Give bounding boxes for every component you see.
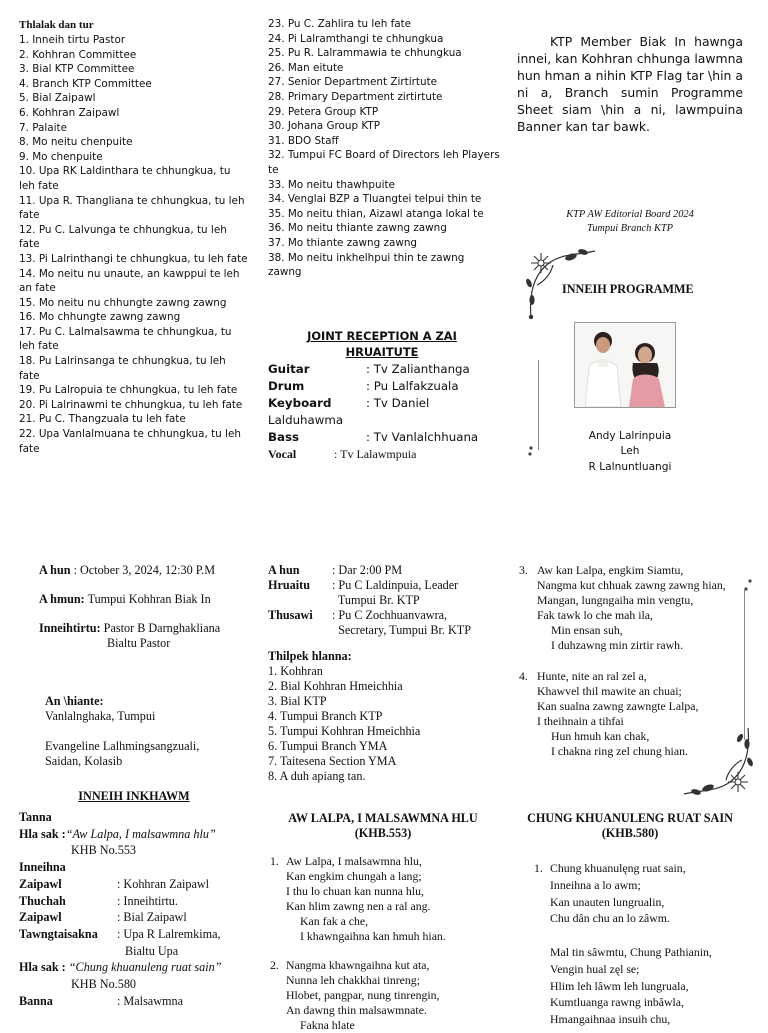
list-item: 30. Johana Group KTP	[268, 120, 381, 133]
refrain-line: I chakna ring zel chung hian.	[551, 744, 688, 758]
refrain-line: Min ensan suh,	[551, 623, 623, 637]
venue-label: A hmun:	[39, 592, 85, 606]
hymn-1-row	[19, 826, 251, 843]
list-item: 33. Mo neitu thawhpuite	[268, 178, 395, 191]
verse-line: Hlim leh lâwm leh lungruala,	[550, 978, 689, 993]
verse-number: 1.	[270, 854, 279, 868]
witness-2-place: Saidan, Kolasib	[45, 754, 123, 768]
tanna-heading: Tanna	[19, 810, 52, 824]
list-item: 7. Palaite	[19, 121, 67, 134]
list-item: 36. Mo neitu thiante zawng zawng	[268, 222, 447, 235]
couple-names	[576, 429, 684, 475]
instrument-label: Vocal	[268, 447, 297, 461]
list-item: 11. Upa R. Thangliana te chhungkua, tu leh fate	[19, 194, 245, 222]
hymn-2-row	[19, 959, 251, 976]
list-item: 37. Mo thiante zawng zawng	[268, 236, 418, 249]
list-item: 22. Upa Vanlalmuana te chhungkua, tu leh fate	[19, 428, 241, 455]
list-item: 18. Pu Lalrinsanga te chhungkua, tu leh fate	[19, 355, 226, 382]
guest-list-column-1	[19, 18, 249, 456]
verse-line: Khawvel thil mawite an chuai;	[537, 684, 682, 698]
list-item: 27. Senior Department Zirtirtute	[268, 76, 438, 89]
detail-row	[268, 593, 498, 608]
verse-number: 3.	[519, 563, 528, 577]
list-item: 24. Pi Lalramthangi te chhungkua	[268, 32, 444, 45]
witness-1: Vanlalnghaka, Tumpui	[45, 709, 156, 723]
list-item: 10. Upa RK Laldinthara te chhungkua, tu leh fate	[19, 165, 231, 192]
verse-number: 4.	[519, 669, 528, 683]
hymn-2-title: “Chung khuanuleng ruat sain”	[68, 960, 222, 975]
verse-line: Hlobet, pangpar, nung tinrengin,	[286, 988, 440, 1002]
verse-line: Inneihna a lo awm;	[550, 877, 641, 892]
verse-line: Kan engkim chungah a lang;	[286, 869, 422, 883]
verse-text: Aw Lalpa, I malsawmna hlu,	[286, 854, 422, 868]
reception-title: JOINT RECEPTION A ZAI HRUAITUTE	[307, 329, 457, 359]
instrument-label: Keyboard	[268, 396, 332, 410]
service-label: Thuchah	[19, 893, 66, 908]
officiant-name: Pastor B Darnghakliana	[103, 621, 221, 635]
list-item: 23. Pu C. Zahlira tu leh fate	[268, 18, 412, 30]
verse-line: Chu dân chu an lo zâwm.	[550, 911, 670, 926]
officiant-row	[39, 621, 249, 636]
verse-line: Hmangaihnaa insuih chu,	[550, 1012, 671, 1027]
verse-text: Chung khuanulęng ruat sain,	[550, 861, 686, 875]
verse-line: I thu lo chuan kan nunna hlu,	[286, 884, 424, 898]
gift-presentation	[268, 649, 498, 784]
musician-name: : Tv Zalianthanga	[366, 362, 470, 376]
hymn-580-title	[517, 811, 743, 841]
list-item: 19. Pu Lalropuia te chhungkua, tu leh fate	[19, 384, 238, 397]
list-item: 6. Tumpui Branch YMA	[268, 739, 388, 753]
detail-row	[268, 623, 498, 638]
verse-line: Kan unauten lungrualin,	[550, 894, 665, 909]
instrument-label: Bass	[268, 430, 299, 444]
service-value: : Kohhran Zaipawl	[117, 876, 210, 891]
witness-2: Evangeline Lalhmingsangzuali,	[45, 739, 200, 753]
detail-value: Tumpui Br. KTP	[332, 593, 420, 607]
detail-row	[268, 563, 498, 578]
detail-value: : Dar 2:00 PM	[332, 563, 403, 577]
reception-row	[268, 361, 496, 378]
verse-line: I theihnain a tihfai	[537, 714, 624, 728]
list-item: 17. Pu C. Lalmalsawma te chhungkua, tu leh fate	[19, 325, 232, 353]
list-item: 16. Mo chhungte zawng zawng	[19, 311, 181, 324]
verse-line: Kumtluanga rawng inbâwla,	[550, 995, 684, 1010]
hymn-2-number: KHB No.580	[71, 977, 137, 992]
detail-label: A hun	[268, 563, 300, 577]
verse-line: Nunna leh chakkhai tinreng;	[286, 973, 420, 987]
witnesses	[45, 694, 255, 769]
gift-heading: Thilpek hlanna:	[268, 649, 352, 663]
list-item: 1. Inneih tirtu Pastor	[19, 34, 126, 46]
list-item: 15. Mo neitu nu chhungte zawng zawng	[19, 296, 227, 309]
frame-line-left	[538, 360, 539, 450]
hymn-553-number: (KHB.553)	[354, 826, 412, 840]
list-item: 35. Mo neitu thian, Aizawl atanga lokal te	[268, 207, 484, 220]
hymn-1-title: “Aw Lalpa, I malsawmna hlu”	[65, 826, 216, 841]
list-item: 25. Pu R. Lalrammawia te chhungkua	[268, 47, 462, 60]
detail-value: : Pu C Laldinpuia, Leader	[332, 578, 459, 592]
frame-line-right	[744, 590, 745, 740]
reception-row	[268, 395, 496, 429]
prayer-leader-title: Bialtu Upa	[125, 943, 179, 958]
verse-line: Mangan, lungngaiha min vengtu,	[537, 593, 694, 607]
verse-number: 1.	[534, 861, 543, 875]
musician-name: : Tv Vanlalchhuana	[366, 430, 479, 444]
verse-line	[519, 563, 745, 578]
hlasak-label: Hla sak :	[19, 826, 66, 841]
officiant-title: Bialtu Pastor	[107, 636, 171, 650]
list-item: 9. Mo chenpuite	[19, 150, 103, 163]
list-item: 4. Branch KTP Committee	[19, 77, 152, 90]
verse-text: Aw kan Lalpa, engkim Siamtu,	[537, 563, 684, 577]
list-item: 3. Bial KTP Committee	[19, 63, 135, 76]
service-label: Banna	[19, 993, 53, 1008]
refrain-line: Fakna hlate	[300, 1018, 355, 1032]
hlasak-label: Hla sak :	[19, 960, 66, 975]
service-label: Tawngtaisakna	[19, 926, 98, 941]
editorial-branch: Tumpui Branch KTP	[586, 223, 674, 234]
reception-row	[268, 446, 496, 463]
detail-row	[268, 608, 498, 623]
officiant-label: Inneihtirtu:	[39, 621, 101, 635]
venue-value: Tumpui Kohhran Biak In	[87, 592, 211, 606]
list-item: 14. Mo neitu nu unaute, an kawppui te leh an fate	[19, 267, 240, 295]
editorial-credit	[517, 208, 743, 236]
verse-line	[270, 958, 500, 973]
list-item: 5. Tumpui Kohhran Hmeichhia	[268, 724, 421, 738]
editorial-board: KTP AW Editorial Board 2024	[566, 209, 694, 220]
verse-line	[519, 669, 745, 684]
instrument-label: Guitar	[268, 362, 310, 376]
couple-photo-image	[575, 323, 675, 407]
musician-name: : Pu Lalfakzuala	[366, 379, 459, 393]
verse-number: 2.	[270, 958, 279, 972]
verse-line: Kan hlim zawng nen a ral ang.	[286, 899, 431, 913]
refrain-line: I duhzawng min zirtir rawh.	[551, 638, 684, 652]
reception-roster	[268, 361, 496, 463]
list-item: 7. Taitesena Section YMA	[268, 754, 397, 768]
detail-label: Hruaitu	[268, 578, 310, 592]
detail-value: : Pu C Zochhuanvawra,	[332, 608, 448, 622]
list-item: 3. Bial KTP	[268, 694, 327, 708]
musician-name: : Tv Lalawmpuia	[334, 447, 417, 461]
verse-text: Hunte, nite an ral zel a,	[537, 669, 647, 683]
verse-line	[270, 854, 500, 869]
list-item: 21. Pu C. Thangzuala tu leh fate	[19, 413, 186, 426]
refrain-line: I khawngaihna kan hmuh hian.	[300, 929, 446, 943]
ceremony-details	[39, 563, 249, 651]
service-label: Zaipawl	[19, 876, 62, 891]
verse-line: Nangma kut chhuak zawng zawng hian,	[537, 578, 726, 592]
service-row	[19, 926, 251, 943]
instrument-label: Drum	[268, 379, 305, 393]
list-item: 28. Primary Department zirtirtute	[268, 90, 443, 103]
list-item: 8. A duh apiang tan.	[268, 769, 366, 783]
guest-list-column-2	[268, 17, 500, 280]
list-item: 34. Venglai BZP a Tluangtei telpui thin te	[268, 193, 482, 206]
list-item: 12. Pu C. Lalvunga te chhungkua, tu leh fate	[19, 223, 227, 251]
list-item: 32. Tumpui FC Board of Directors leh Players te	[268, 149, 500, 176]
verse-line: Fak tawk lo che mah ila,	[537, 608, 653, 622]
venue-row	[39, 592, 249, 607]
list-item: 38. Mo neitu inkhelhpui thin te zawng zawng	[268, 251, 465, 279]
list-item: 5. Bial Zaipawl	[19, 92, 96, 105]
list-item: 29. Petera Group KTP	[268, 105, 379, 118]
bride-name: R Lalnuntluangi	[588, 460, 672, 473]
detail-row	[268, 578, 498, 593]
dot-ornament-icon	[742, 577, 756, 595]
order-of-service	[19, 809, 251, 1009]
service-row	[19, 993, 251, 1010]
detail-label: Thusawi	[268, 608, 313, 622]
refrain-line: Hun hmuh kan chak,	[551, 729, 650, 743]
service-value: : Bial Zaipawl	[117, 910, 187, 925]
guest-list-1	[19, 33, 249, 456]
list-item: 2. Bial Kohhran Hmeichhia	[268, 679, 403, 693]
verse-text: Nangma khawngaihna kut ata,	[286, 958, 430, 972]
hymn-580-number: (KHB.580)	[601, 826, 659, 840]
verse-line: Kan sualna zawng zawngte Lalpa,	[537, 699, 699, 713]
intro-paragraph: KTP Member Biak In hawnga innei, kan Kohhran chhunga lawmna hun hman a nihin KTP Flag tar \hin a ni a, Branch sumin Programme Sheet siam \hin a ni, lawmpuina Banner kan tar bawk.	[517, 34, 744, 134]
groom-name: Andy Lalrinpuia	[588, 430, 672, 442]
hymn-580-lyrics	[534, 860, 754, 1028]
reception-row	[268, 429, 496, 446]
service-row	[19, 909, 251, 926]
hymn-580-name: CHUNG KHUANULENG RUAT SAIN	[527, 811, 733, 825]
verse-line: Vengin hual zęl se;	[550, 961, 640, 976]
floral-ornament-icon	[680, 724, 756, 800]
service-value: : Malsawmna	[117, 993, 184, 1008]
list-item: 20. Pi Lalrinawmi te chhungkua, tu leh fate	[19, 398, 243, 411]
verse-line	[534, 860, 754, 877]
time-label: A hun	[39, 563, 71, 577]
service-row	[19, 893, 251, 910]
hymn-553-name: AW LALPA, I MALSAWMNA HLU	[288, 811, 478, 825]
couple-photo	[574, 322, 676, 408]
inkhawm-title: INNEIH INKHAWM	[78, 789, 190, 803]
time-row	[39, 563, 249, 578]
dot-ornament-icon	[526, 444, 540, 458]
service-value: : Upa R Lalremkima,	[117, 926, 221, 941]
guest-list-heading: Thlalak dan tur	[19, 19, 94, 31]
list-item: 13. Pi Lalrinthangi te chhungkua, tu leh fate	[19, 252, 248, 265]
detail-value: Secretary, Tumpui Br. KTP	[332, 623, 472, 637]
list-item: 4. Tumpui Branch KTP	[268, 709, 383, 723]
list-item: 26. Man eitute	[268, 61, 344, 74]
conjunction: Leh	[620, 445, 640, 458]
inneihna-heading: Inneihna	[19, 860, 66, 875]
reception-details	[268, 563, 498, 638]
list-item: 2. Kohhran Committee	[19, 48, 137, 61]
verse-line: An dawng thin malsawmnate.	[286, 1003, 427, 1017]
reception-row	[268, 378, 496, 395]
witnesses-label: An \hiante:	[45, 694, 104, 708]
list-item: 8. Mo neitu chenpuite	[19, 136, 133, 149]
service-label: Zaipawl	[19, 910, 62, 925]
guest-list-2	[268, 17, 500, 280]
hymn-1-number: KHB No.553	[71, 843, 137, 858]
list-item: 6. Kohhran Zaipawl	[19, 106, 120, 119]
service-row	[19, 876, 251, 893]
hymn-553-title	[268, 811, 498, 841]
list-item: 1. Kohhran	[268, 664, 323, 678]
reception-section	[268, 328, 496, 463]
verse-line: Mal tin sâwmtu, Chung Pathianin,	[550, 944, 712, 959]
time-value: : October 3, 2024, 12:30 P.M	[73, 563, 216, 577]
list-item: 31. BDO Staff	[268, 134, 339, 147]
programme-title: INNEIH PROGRAMME	[562, 282, 694, 296]
refrain-line: Kan fak a che,	[300, 914, 369, 928]
service-value: : Inneihtirtu.	[117, 893, 178, 908]
hymn-553-lyrics	[270, 854, 500, 1033]
musician-name: : Tv Daniel Lalduhawma	[268, 396, 430, 427]
